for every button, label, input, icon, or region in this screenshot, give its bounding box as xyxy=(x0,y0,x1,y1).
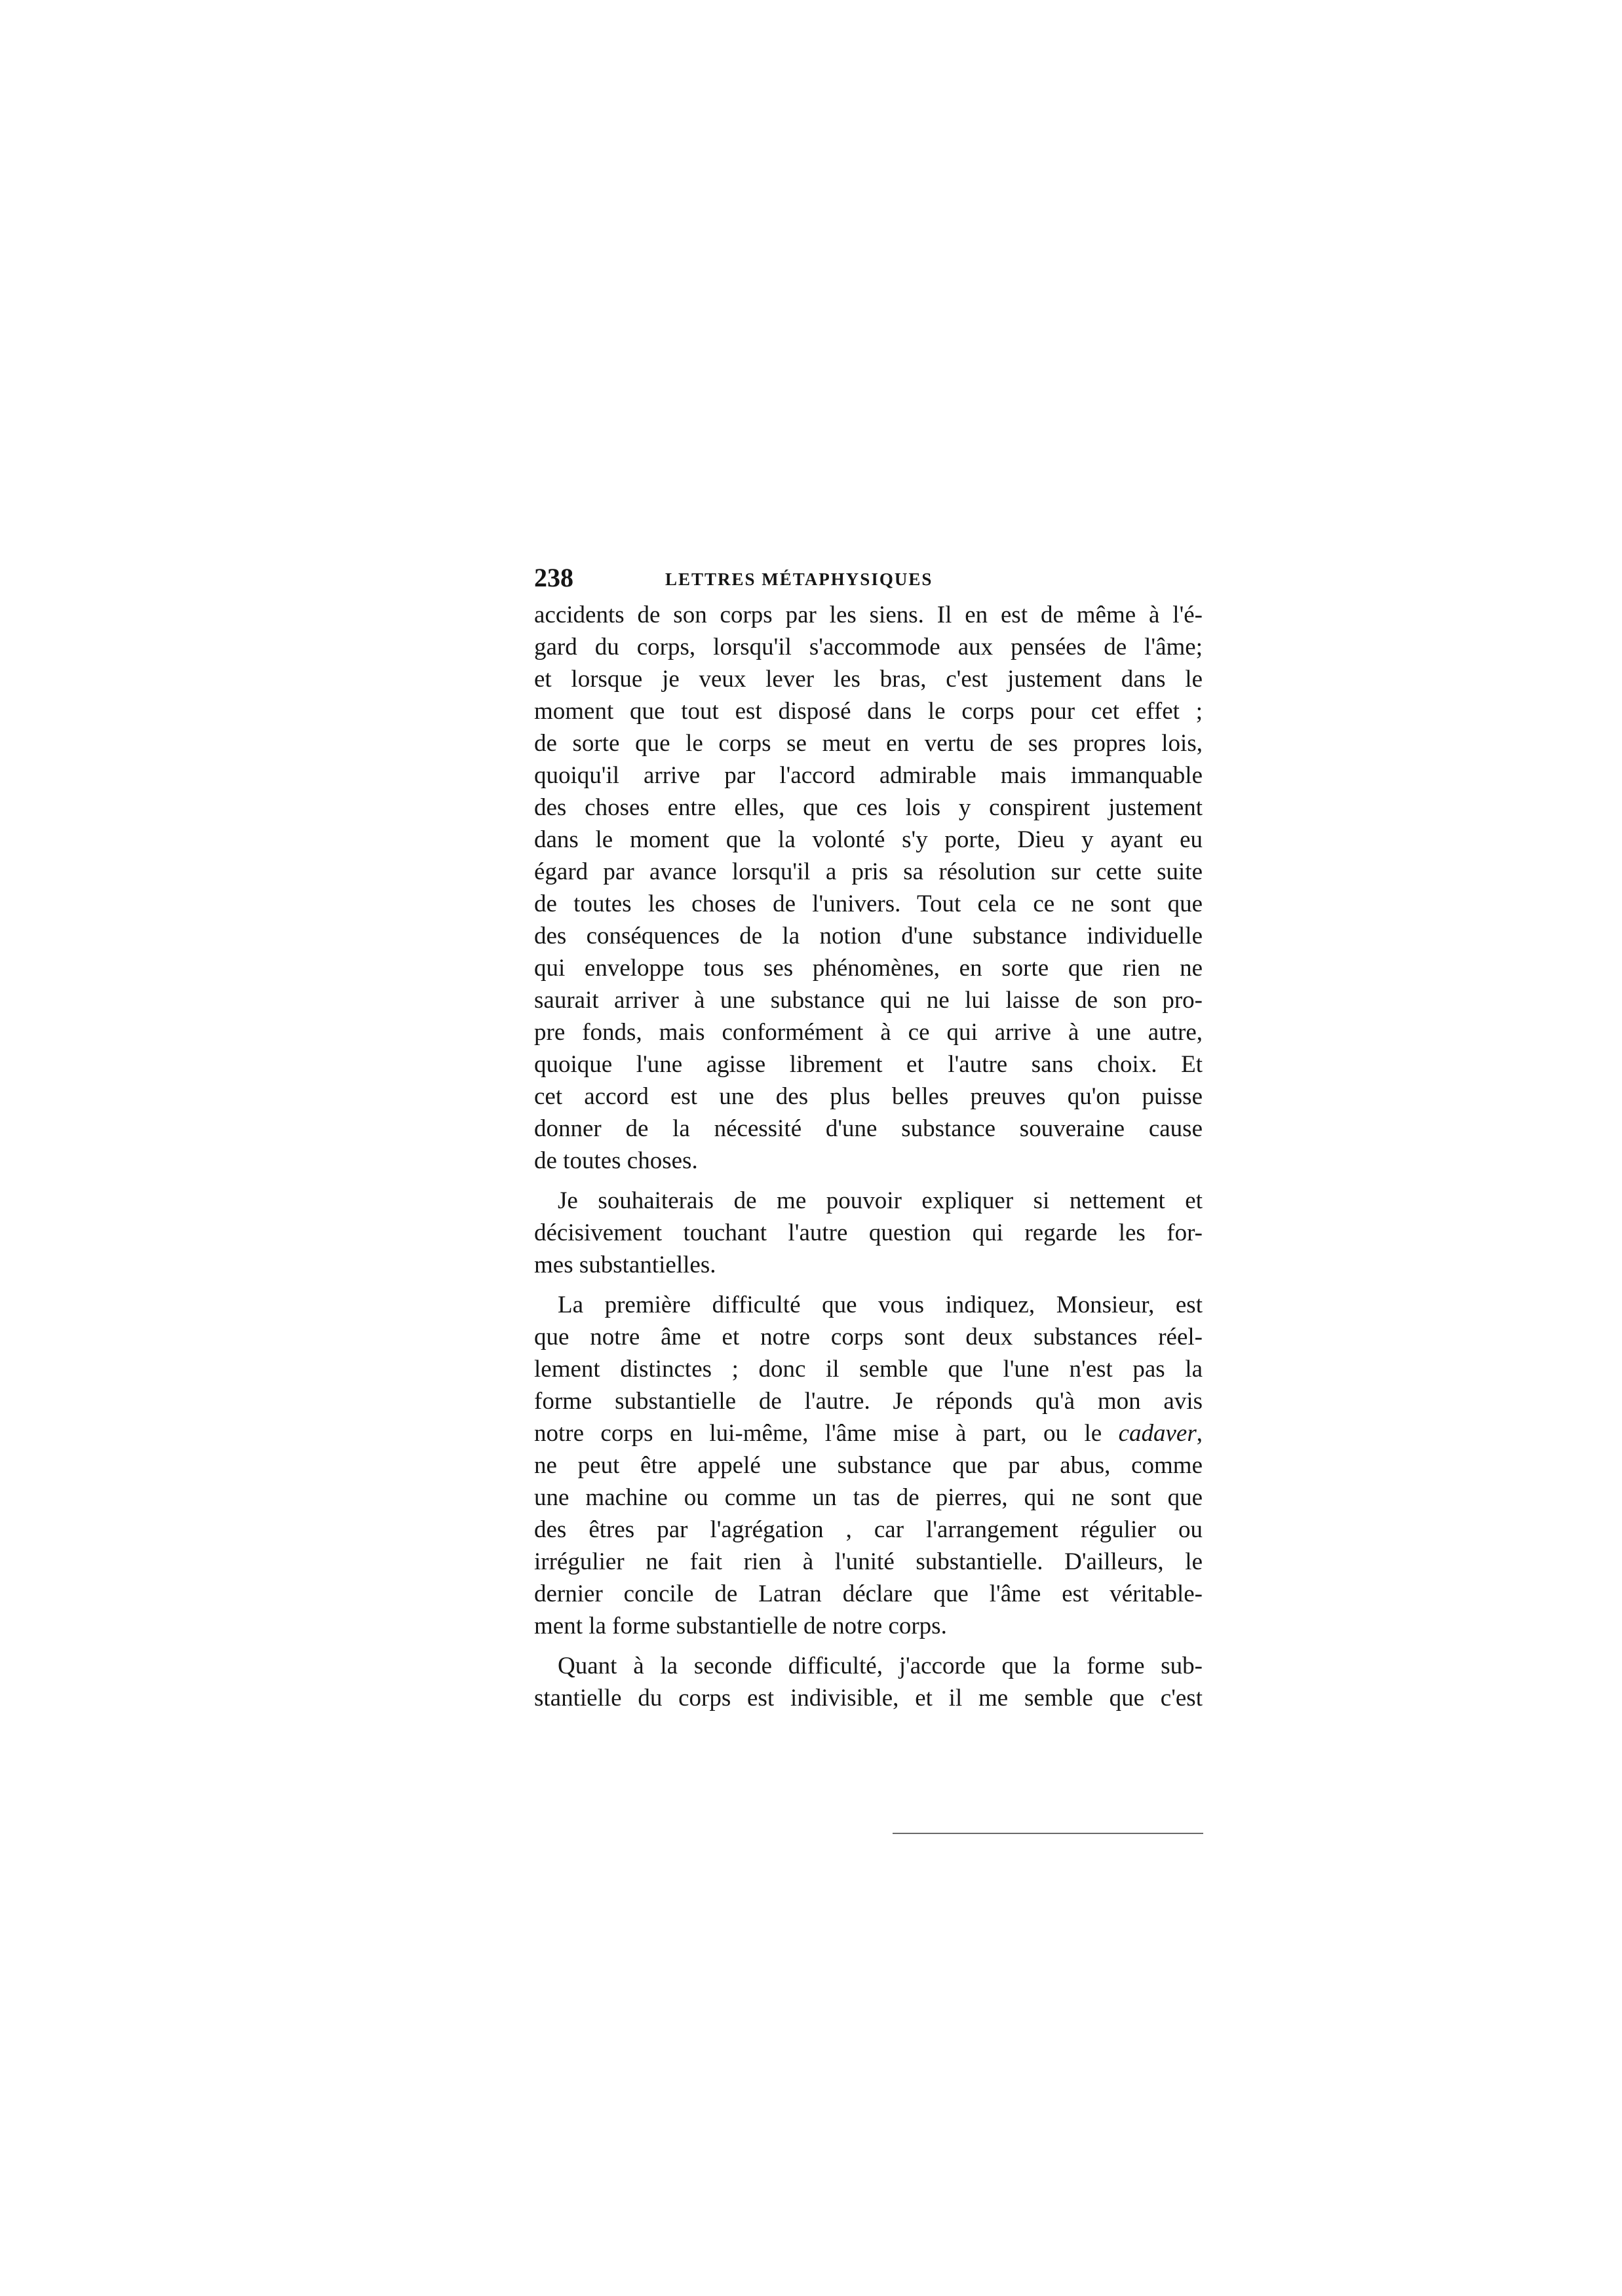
page-header xyxy=(534,562,1203,594)
text-line: moment que tout est disposé dans le corps pour cet effet ; xyxy=(534,698,1203,725)
text-line-with-italic xyxy=(534,1417,1203,1449)
italic-term: cadaver xyxy=(1118,1420,1197,1447)
text-line: gard du corps, lorsqu'il s'accommode aux pensées de l'âme; xyxy=(534,634,1203,660)
text-line: cet accord est une des plus belles preuves qu'on puisse xyxy=(534,1083,1203,1110)
text-line: irrégulier ne fait rien à l'unité substantielle. D'ailleurs, le xyxy=(534,1548,1203,1575)
paragraph-4 xyxy=(534,1650,1203,1714)
footer-rule xyxy=(893,1833,1203,1834)
text-line: dans le moment que la volonté s'y porte, Dieu y ayant eu xyxy=(534,826,1203,853)
paragraph-1 xyxy=(534,599,1203,1177)
text-line: de toutes choses. xyxy=(534,1147,698,1174)
running-title: LETTRES MÉTAPHYSIQUES xyxy=(665,569,933,589)
text-line: que notre âme et notre corps sont deux substances réel- xyxy=(534,1324,1203,1350)
text-line: égard par avance lorsqu'il a pris sa résolution sur cette suite xyxy=(534,858,1203,885)
text-line: saurait arriver à une substance qui ne lui laisse de son pro- xyxy=(534,987,1203,1014)
body-text xyxy=(534,599,1203,1722)
text-line: décisivement touchant l'autre question qui regarde les for- xyxy=(534,1219,1203,1246)
paragraph-2 xyxy=(534,1185,1203,1281)
paragraph-3 xyxy=(534,1289,1203,1642)
text-line: mes substantielles. xyxy=(534,1252,716,1278)
text-segment: , xyxy=(1196,1420,1203,1447)
text-line: des êtres par l'agrégation , car l'arrangement régulier ou xyxy=(534,1516,1203,1543)
text-line: une machine ou comme un tas de pierres, qui ne sont que xyxy=(534,1484,1203,1511)
text-line: quoique l'une agisse librement et l'autre sans choix. Et xyxy=(534,1051,1203,1078)
text-line: des conséquences de la notion d'une substance individuelle xyxy=(534,923,1203,949)
text-line: Quant à la seconde difficulté, j'accorde que la forme sub- xyxy=(558,1653,1203,1679)
text-line: des choses entre elles, que ces lois y conspirent justement xyxy=(534,794,1203,821)
text-line: pre fonds, mais conformément à ce qui arrive à une autre, xyxy=(534,1019,1203,1046)
text-line: accidents de son corps par les siens. Il en est de même à l'é- xyxy=(534,602,1203,628)
text-line: forme substantielle de l'autre. Je réponds qu'à mon avis xyxy=(534,1388,1203,1415)
text-line: dernier concile de Latran déclare que l'âme est véritable- xyxy=(534,1580,1203,1607)
page-number: 238 xyxy=(534,563,573,592)
text-line: de toutes les choses de l'univers. Tout cela ce ne sont que xyxy=(534,890,1203,917)
text-line: qui enveloppe tous ses phénomènes, en sorte que rien ne xyxy=(534,955,1203,982)
text-line: Je souhaiterais de me pouvoir expliquer si nettement et xyxy=(558,1187,1203,1214)
text-segment: notre corps en lui-même, l'âme mise à part, ou le xyxy=(534,1420,1119,1447)
text-line: et lorsque je veux lever les bras, c'est justement dans le xyxy=(534,666,1203,693)
text-line: stantielle du corps est indivisible, et il me semble que c'est xyxy=(534,1685,1203,1712)
text-line: ne peut être appelé une substance que par abus, comme xyxy=(534,1452,1203,1479)
text-line: de sorte que le corps se meut en vertu de ses propres lois, xyxy=(534,730,1203,757)
text-line: donner de la nécessité d'une substance souveraine cause xyxy=(534,1115,1203,1142)
text-line: ment la forme substantielle de notre corps. xyxy=(534,1613,947,1639)
text-line: La première difficulté que vous indiquez, Monsieur, est xyxy=(558,1292,1203,1318)
text-line: lement distinctes ; donc il semble que l'une n'est pas la xyxy=(534,1356,1203,1383)
text-line: quoiqu'il arrive par l'accord admirable mais immanquable xyxy=(534,762,1203,789)
